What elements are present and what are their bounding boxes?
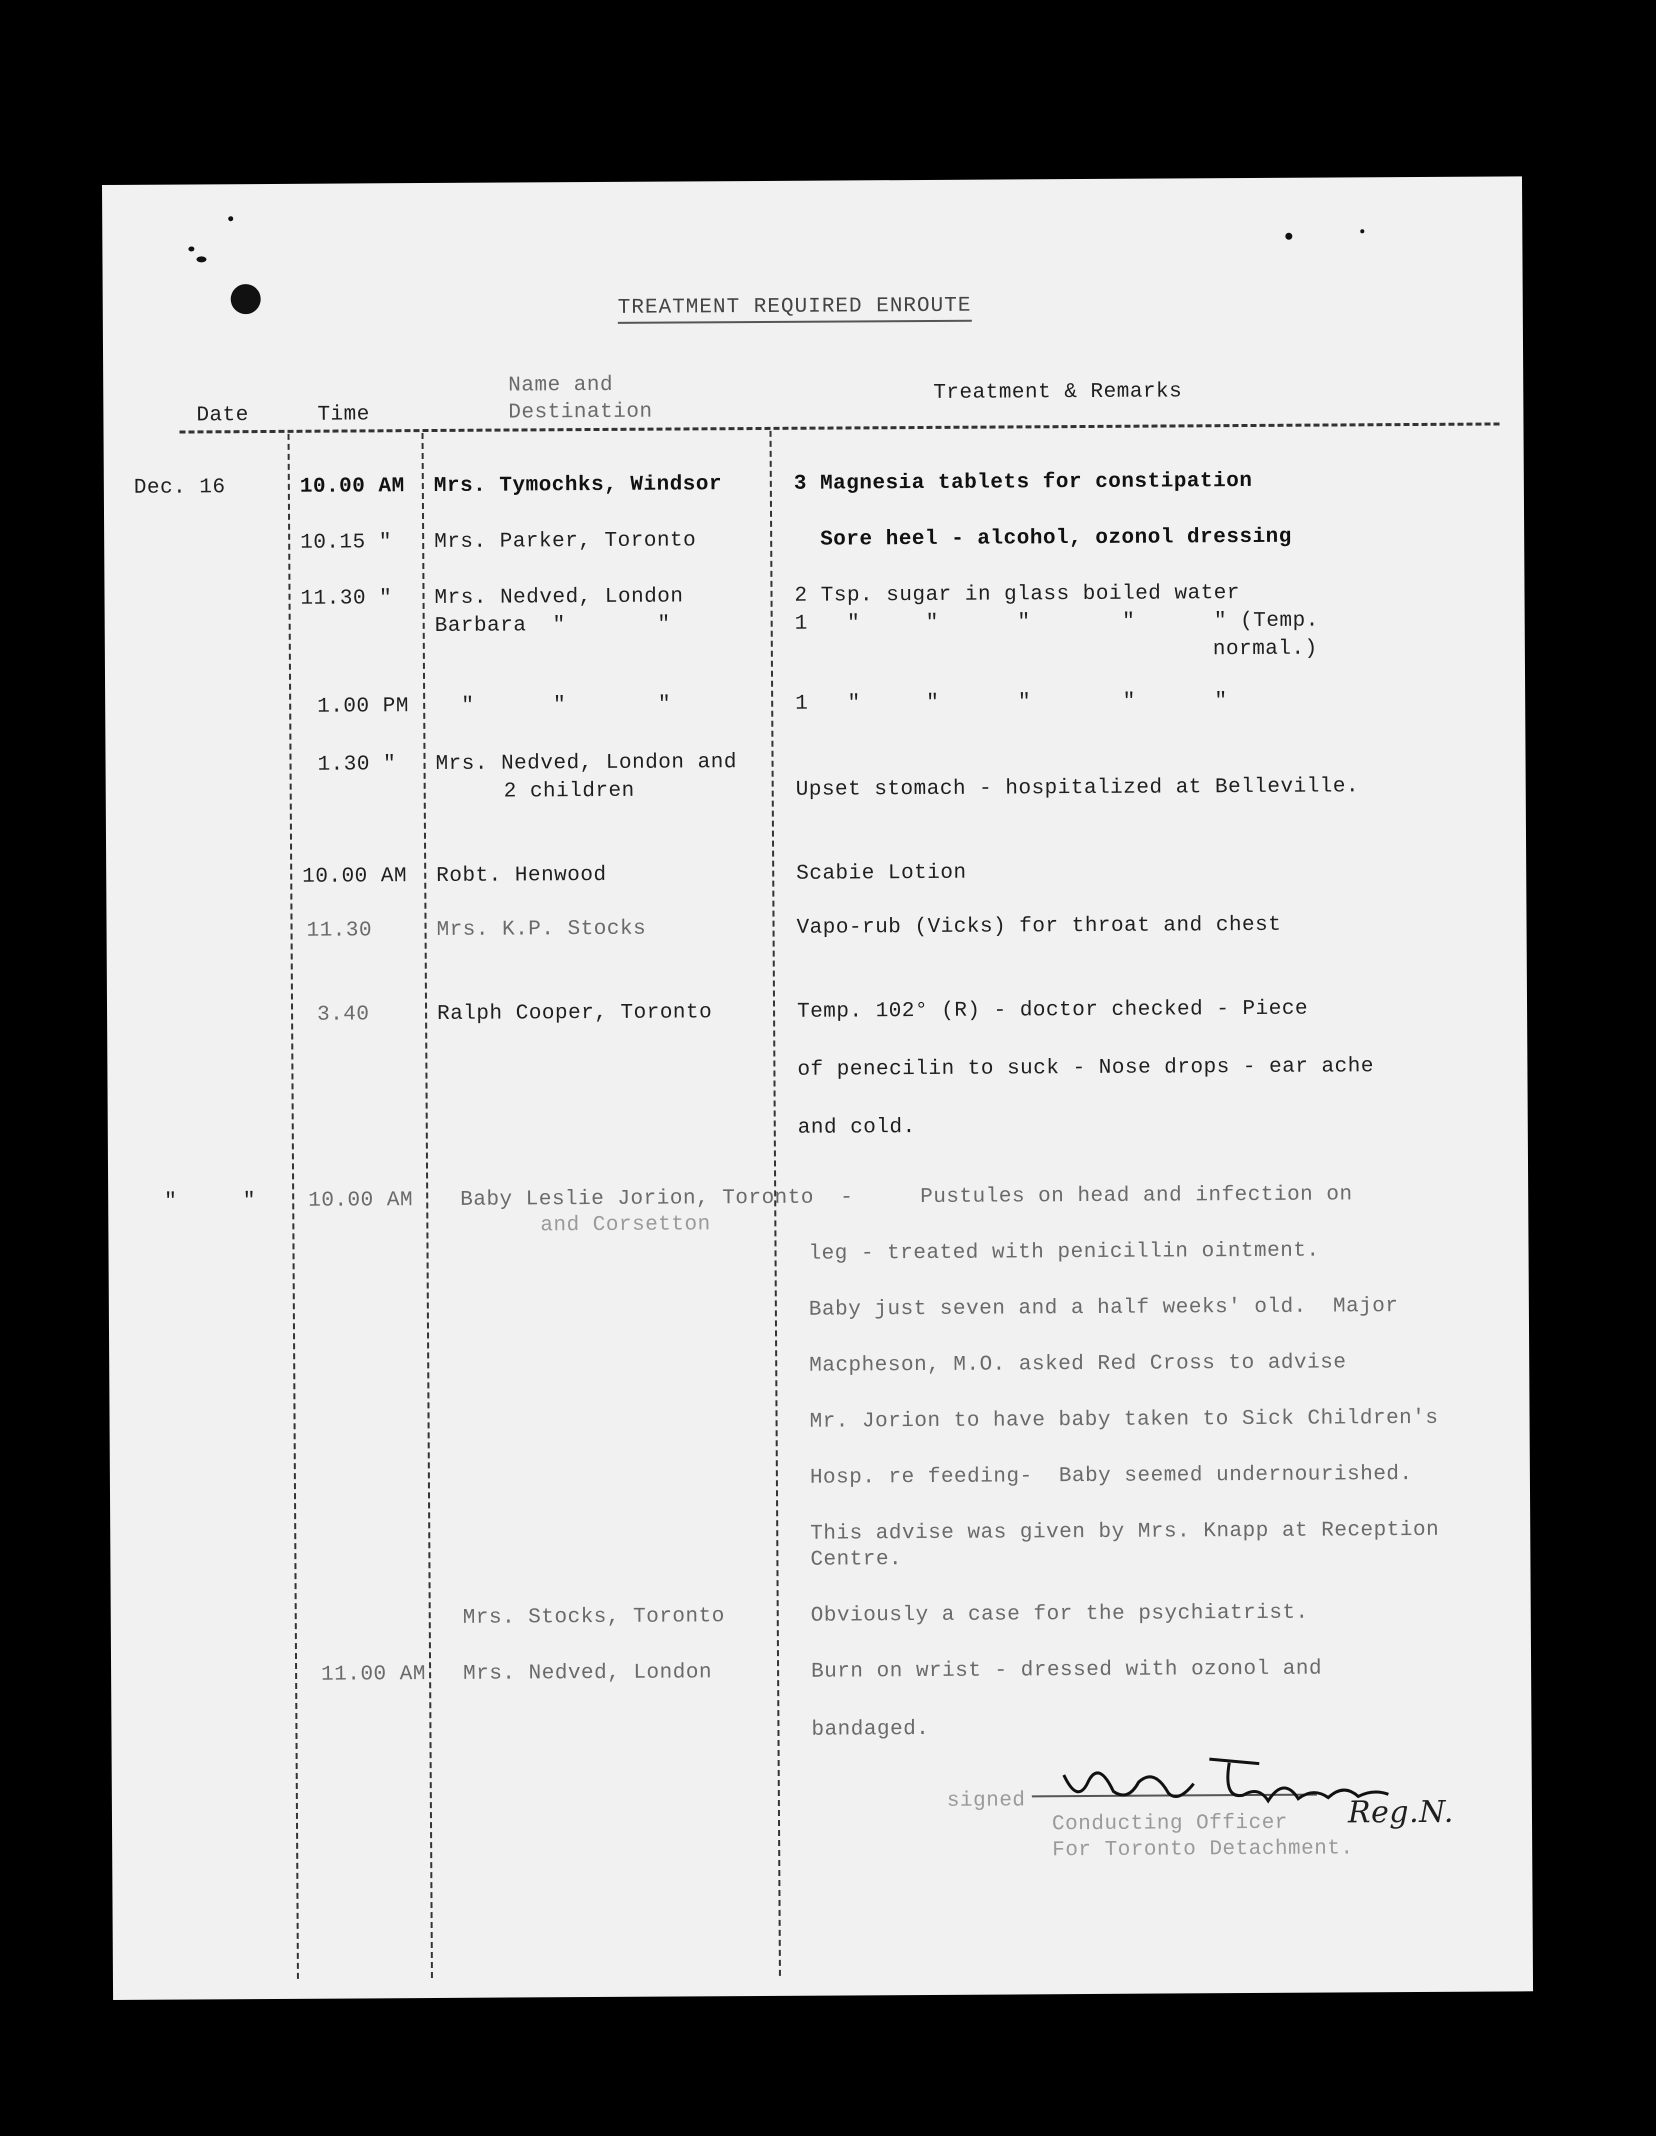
header-name-line1: Name and bbox=[508, 373, 614, 398]
entry-name: Barbara " " bbox=[434, 613, 671, 638]
entry-date: Dec. 16 bbox=[133, 476, 226, 500]
entry-time: 10.00 AM bbox=[299, 475, 405, 499]
entry-name: " " " bbox=[435, 693, 672, 718]
header-date: Date bbox=[196, 404, 249, 428]
entry-time: 11.30 bbox=[306, 919, 373, 943]
entry-remarks: leg - treated with penicillin ointment. bbox=[808, 1239, 1320, 1266]
entry-remarks: Pustules on head and infection on bbox=[920, 1183, 1353, 1210]
entry-remarks: of penecilin to suck - Nose drops - ear ache bbox=[797, 1055, 1374, 1082]
entry-time: 10.00 AM bbox=[308, 1189, 414, 1213]
entry-name: Mrs. Nedved, London and bbox=[435, 751, 737, 776]
entry-name: Mrs. Nedved, London bbox=[463, 1661, 713, 1686]
entry-name: Mrs. Parker, Toronto bbox=[434, 529, 697, 554]
entry-remarks: Burn on wrist - dressed with ozonol and bbox=[811, 1657, 1323, 1684]
entry-name: Ralph Cooper, Toronto bbox=[437, 1001, 713, 1026]
signature-title-2: For Toronto Detachment. bbox=[1052, 1837, 1354, 1863]
entry-remarks: Centre. bbox=[810, 1548, 903, 1572]
entry-name: Mrs. Stocks, Toronto bbox=[462, 1605, 725, 1630]
entry-time: 1.00 PM bbox=[317, 695, 409, 719]
entry-name: Robt. Henwood bbox=[436, 863, 607, 888]
entry-time: 3.40 bbox=[317, 1003, 370, 1027]
entry-remarks: 2 Tsp. sugar in glass boiled water bbox=[794, 582, 1241, 608]
entry-remarks: This advise was given by Mrs. Knapp at Reception bbox=[810, 1518, 1440, 1546]
entry-remarks: Hosp. re feeding- Baby seemed undernourished. bbox=[809, 1463, 1413, 1490]
entry-remarks: and cold. bbox=[797, 1116, 916, 1140]
speck-mark bbox=[1285, 233, 1292, 240]
speck-mark bbox=[1360, 229, 1364, 233]
page-title: TREATMENT REQUIRED ENROUTE bbox=[618, 295, 972, 324]
entry-time: 11.30 " bbox=[300, 587, 393, 611]
entry-date: " " bbox=[164, 1190, 257, 1214]
entry-name: Mrs. K.P. Stocks bbox=[436, 917, 647, 942]
header-name-line2: Destination bbox=[508, 400, 653, 425]
speck-mark bbox=[196, 256, 206, 262]
entry-remarks: bandaged. bbox=[811, 1717, 930, 1742]
entry-name: 2 children bbox=[503, 779, 635, 804]
column-divider-time bbox=[288, 434, 299, 1979]
entry-name: Mrs. Nedved, London bbox=[434, 585, 684, 610]
speck-mark bbox=[231, 284, 261, 314]
speck-mark bbox=[228, 216, 233, 221]
entry-remarks: Sore heel - alcohol, ozonol dressing bbox=[820, 525, 1292, 552]
entry-name: and Corsetton bbox=[540, 1213, 711, 1238]
entry-remarks: Vapo-rub (Vicks) for throat and chest bbox=[796, 913, 1282, 940]
entry-remarks: Obviously a case for the psychiatrist. bbox=[810, 1601, 1309, 1628]
entry-name: Baby Leslie Jorion, Toronto - bbox=[460, 1186, 854, 1212]
entry-remarks: Baby just seven and a half weeks' old. Major bbox=[808, 1295, 1399, 1322]
entry-remarks: Macpheson, M.O. asked Red Cross to advise bbox=[809, 1351, 1347, 1378]
header-divider bbox=[180, 422, 1500, 433]
entry-name: Mrs. Tymochks, Windsor bbox=[433, 473, 723, 498]
column-divider-name bbox=[422, 433, 433, 1978]
entry-remarks: 3 Magnesia tablets for constipation bbox=[793, 469, 1253, 496]
signature-title-1: Conducting Officer bbox=[1051, 1811, 1288, 1837]
entry-time: 11.00 AM bbox=[321, 1663, 427, 1687]
signed-label: signed bbox=[946, 1789, 1026, 1813]
signature-suffix: Reg.N. bbox=[1347, 1794, 1455, 1831]
entry-remarks: normal.) bbox=[1212, 637, 1318, 662]
entry-remarks: 1 " " " " " bbox=[795, 690, 1228, 716]
entry-remarks: Scabie Lotion bbox=[796, 861, 967, 886]
entry-remarks: Temp. 102° (R) - doctor checked - Piece bbox=[796, 997, 1309, 1024]
entry-time: 10.00 AM bbox=[302, 865, 408, 889]
entry-remarks: Mr. Jorion to have baby taken to Sick Children's bbox=[809, 1406, 1439, 1434]
document-sheet bbox=[102, 176, 1533, 2000]
entry-time: 10.15 " bbox=[300, 531, 392, 555]
entry-remarks: Upset stomach - hospitalized at Belleville. bbox=[795, 775, 1360, 802]
entry-time: 1.30 " bbox=[317, 753, 397, 777]
entry-remarks: 1 " " " " " (Temp. bbox=[794, 609, 1319, 636]
header-time: Time bbox=[317, 403, 370, 427]
header-remarks: Treatment & Remarks bbox=[933, 380, 1183, 405]
speck-mark bbox=[188, 246, 194, 251]
